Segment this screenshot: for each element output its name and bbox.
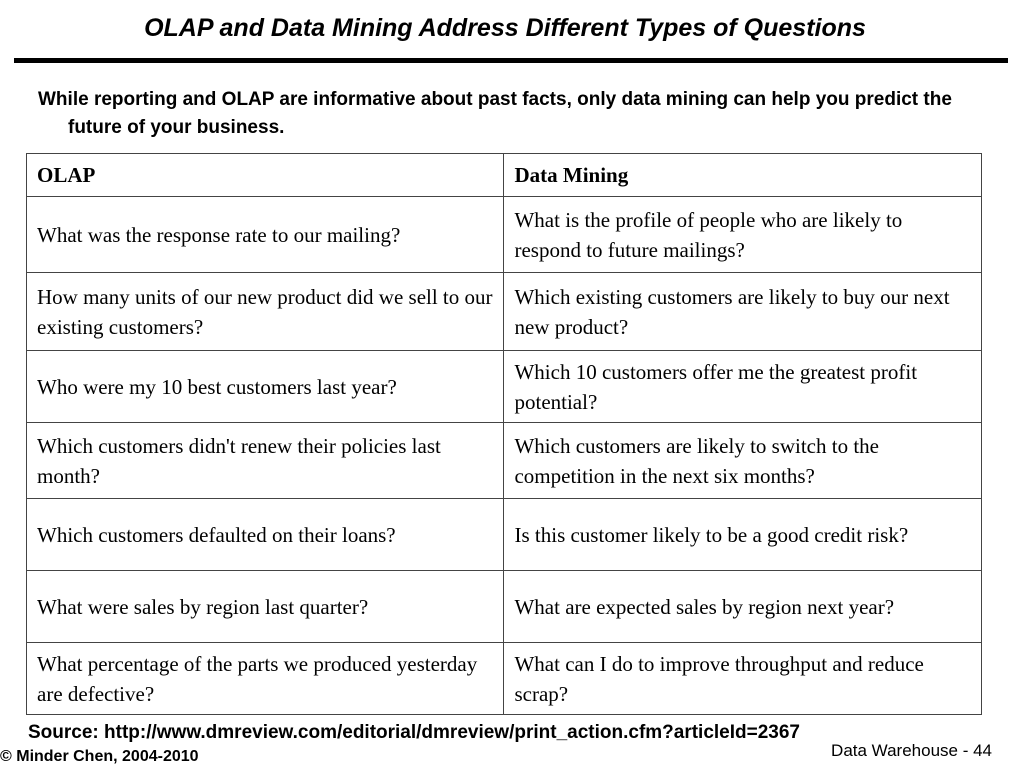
data-mining-question: Which 10 customers offer me the greatest profit potential? [504,351,982,423]
data-mining-question: Which existing customers are likely to buy our next new product? [504,273,982,351]
table-row [27,351,982,423]
header-data-mining: Data Mining [504,154,982,197]
source-citation: Source: http://www.dmreview.com/editorial/dmreview/print_action.cfm?articleId=2367 [28,722,800,743]
intro-statement: While reporting and OLAP are informative about past facts, only data mining can help you predict the future of your business. [38,89,952,138]
title-underline-rule [14,58,1008,63]
table-row [27,643,982,715]
olap-question: What was the response rate to our mailing? [27,197,504,273]
table-header-row [27,154,982,197]
table-row [27,571,982,643]
olap-question: Which customers defaulted on their loans? [27,499,504,571]
data-mining-question: Is this customer likely to be a good credit risk? [504,499,982,571]
olap-question: Which customers didn't renew their policies last month? [27,423,504,499]
page-number-label: Data Warehouse - 44 [831,741,992,760]
table-row [27,499,982,571]
data-mining-question: Which customers are likely to switch to the competition in the next six months? [504,423,982,499]
table-row [27,273,982,351]
table-row [27,423,982,499]
olap-question: What were sales by region last quarter? [27,571,504,643]
olap-question: What percentage of the parts we produced yesterday are defective? [27,643,504,715]
header-olap: OLAP [27,154,504,197]
olap-vs-data-mining-table [26,153,982,715]
slide-title: OLAP and Data Mining Address Different Types of Questions [144,14,866,42]
copyright-notice: © Minder Chen, 2004-2010 [0,748,199,765]
data-mining-question: What are expected sales by region next year? [504,571,982,643]
data-mining-question: What can I do to improve throughput and reduce scrap? [504,643,982,715]
olap-question: Who were my 10 best customers last year? [27,351,504,423]
olap-question: How many units of our new product did we sell to our existing customers? [27,273,504,351]
table-row [27,197,982,273]
data-mining-question: What is the profile of people who are likely to respond to future mailings? [504,197,982,273]
